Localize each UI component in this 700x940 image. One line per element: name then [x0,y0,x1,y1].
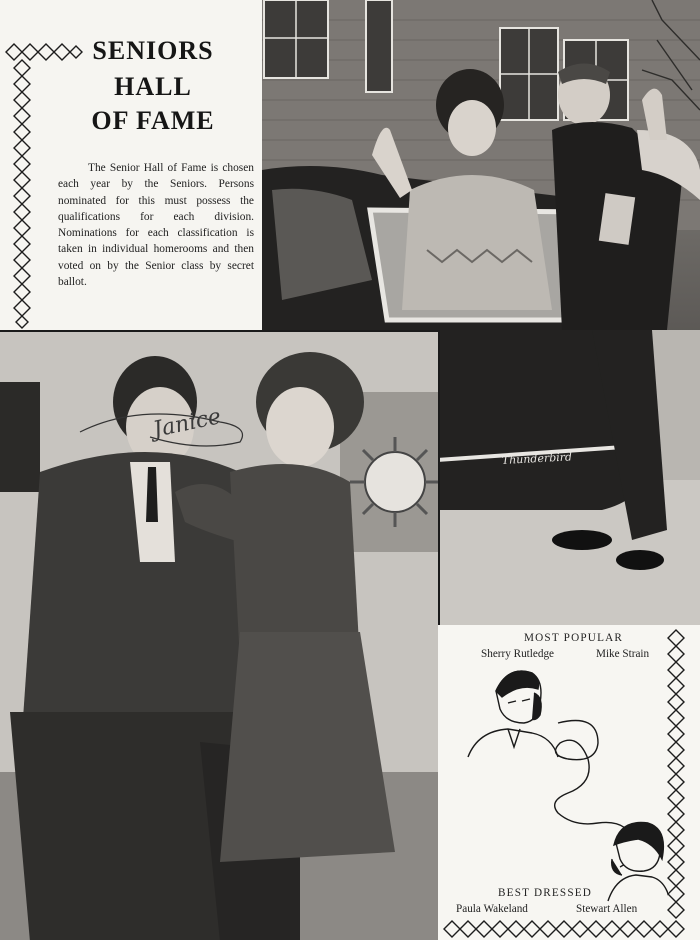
most-popular-heading: MOST POPULAR [524,632,624,644]
most-popular-boy-name: Mike Strain [596,648,650,660]
intro-paragraph: The Senior Hall of Fame is chosen each year by the Seniors. Persons nominated for this must possess the qualifications for each division. Nominations for each classification is taken in individual homerooms and then voted on by the Senior class by secret ballot. [58,162,254,289]
title-seniors: SENIORS [92,36,214,65]
best-dressed-heading: BEST DRESSED [498,887,593,899]
caption-panel [438,625,700,940]
best-dressed-boy-name: Stewart Allen [576,903,638,915]
portrait-scene-illustration [0,332,440,940]
most-popular-girl-name: Sherry Rutledge [481,648,555,660]
autograph-signature: Janice [151,404,224,443]
photo-couple-portrait [0,330,440,940]
car-badge-script: Thunderbird [501,450,573,467]
title-of-fame: OF FAME [91,106,215,135]
telephone-cartoon-drawing [448,663,668,903]
best-dressed-girl-name: Paula Wakeland [456,903,528,915]
title-panel [0,0,262,330]
title-hall: HALL [114,72,192,101]
